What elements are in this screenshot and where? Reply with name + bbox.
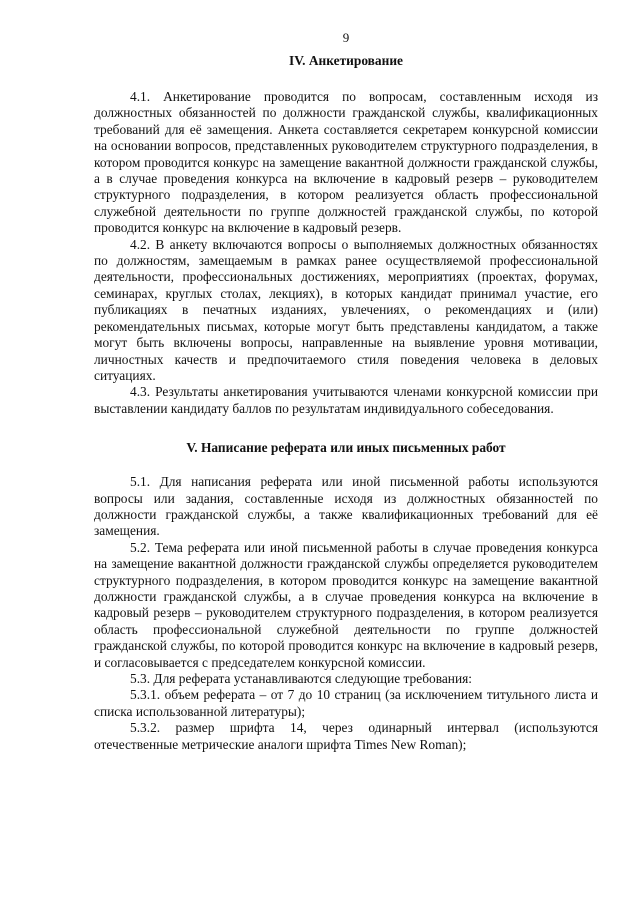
- paragraph-5-2: 5.2. Тема реферата или иной письменной работы в случае проведения конкурса на замещение вакантной должности гражданской службы определяется руководителем структурного подразделения, в котором проводится конкурс на замещение вакантной должности гражданской службы, а в случае проведения конкурса на включение в кадровый резерв – руководителем структурного подразделения, в котором реализуется область профессиональной служебной деятельности по группе должностей гражданской службы, по которой проводится конкурс на включение в кадровый резерв, и согласовывается с председателем конкурсной комиссии.: [94, 539, 598, 670]
- paragraph-4-1: 4.1. Анкетирование проводится по вопросам, составленным исходя из должностных обязанностей по должности гражданской службы, квалификационных требований для её замещения. Анкета составляется секретарем конкурсной комиссии на основании вопросов, представленных руководителем структурного подразделения, в котором проводится конкурс на замещение вакантной должности гражданской службы, а в случае проведения конкурса на включение в кадровый резерв – руководителем структурного подразделения, в котором реализуется область профессиональной служебной деятельности по группе должностей гражданской службы, по которой проводится конкурс на включение в кадровый резерв.: [94, 89, 598, 236]
- section-5-heading: V. Написание реферата или иных письменных работ: [186, 440, 506, 456]
- page-number: 9: [342, 30, 350, 45]
- section-4-heading: IV. Анкетирование: [289, 53, 403, 68]
- paragraph-4-2: 4.2. В анкету включаются вопросы о выполняемых должностных обязанностях по должностям, замещаемым в рамках ранее осуществляемой профессиональной деятельности, профессиональных достижениях, мероприятиях (проектах, форумах, семинарах, круглых столах, лекциях), в которых кандидат принимал участие, его публикациях в печатных изданиях, увлечениях, о рекомендациях и (или) рекомендательных письмах, которые могут быть представлены кандидатом, а также могут быть включены вопросы, направленные на выявление уровня мотивации, личностных качеств и предпочитаемого стиля поведения человека в деловых ситуациях.: [94, 236, 598, 383]
- paragraph-5-3-2: 5.3.2. размер шрифта 14, через одинарный интервал (используются отечественные метрические аналоги шрифта Times New Roman);: [94, 720, 598, 752]
- paragraph-5-3-1: 5.3.1. объем реферата – от 7 до 10 страниц (за исключением титульного листа и списка использованной литературы);: [94, 687, 598, 719]
- paragraph-5-1: 5.1. Для написания реферата или иной письменной работы используются вопросы или задания, составленные исходя из должностных обязанностей по должности гражданской службы, а также квалификационных требований для её замещения.: [94, 474, 598, 539]
- paragraph-4-3: 4.3. Результаты анкетирования учитываются членами конкурсной комиссии при выставлении кандидату баллов по результатам индивидуального собеседования.: [94, 384, 598, 416]
- paragraph-5-3: 5.3. Для реферата устанавливаются следующие требования:: [130, 671, 472, 686]
